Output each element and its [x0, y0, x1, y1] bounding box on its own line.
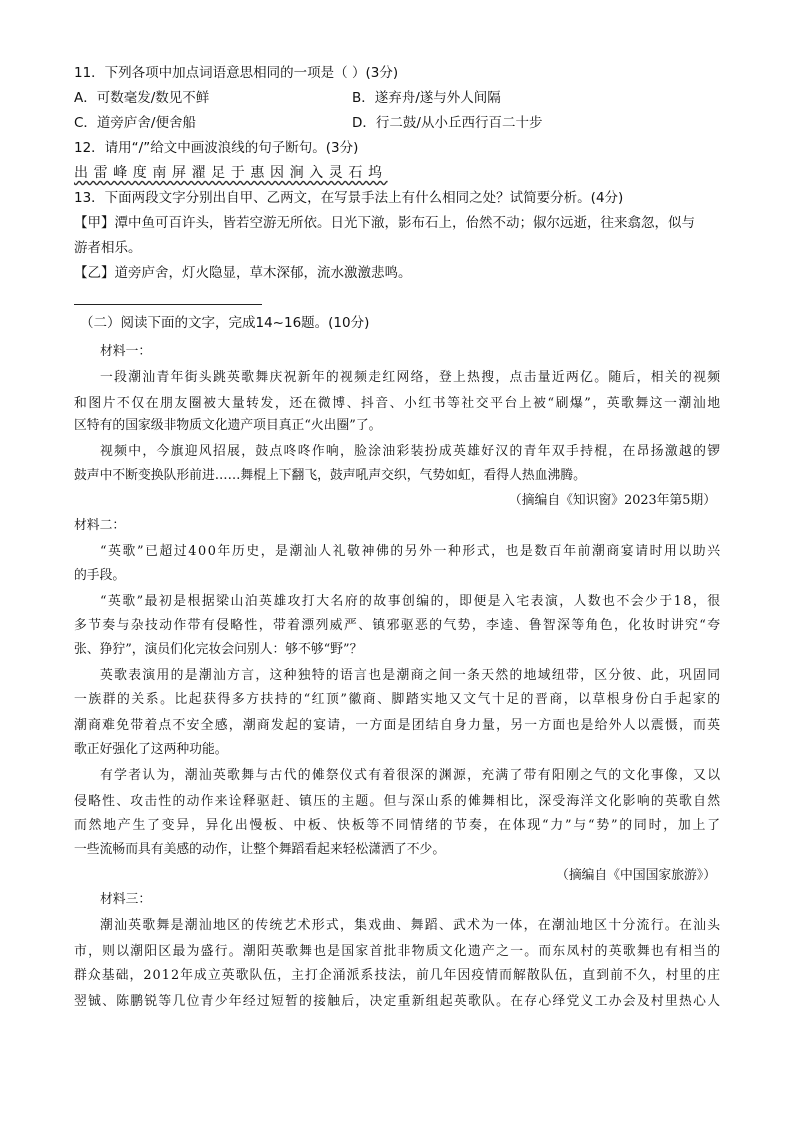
material-1-label: 材料一： [100, 344, 152, 359]
material-1-line: 一段潮汕青年街头跳英歌舞庆祝新年的视频走红网络，登上热搜，点击量近两亿。随后，相关的视频 [100, 370, 722, 385]
material-2-line: 张、狰狞”，演员们化完妆会问别人：够不够“野”？ [74, 642, 363, 657]
material-2-line: 歌正好强化了这两种功能。 [74, 742, 228, 757]
material-1-source: （摘编自《知识窗》2023年第5期） [508, 493, 716, 508]
question-11-option-b: B．遂弃舟/遂与外人间隔 [352, 90, 501, 106]
material-3-line: 翌铖、陈鹏锐等几位青少年经过短暂的接触后，决定重新组起英歌队。在存心绎党义工办会及村里热心人 [74, 994, 722, 1009]
question-11-option-a: A．可数毫发/数见不鲜 [74, 90, 210, 106]
material-1-line: 和图片不仅在朋友圈被大量转发，还在微博、抖音、小红书等社交平台上被“刷爆”，英歌舞这一潮汕地 [74, 396, 722, 411]
question-11-option-c: C．道旁庐舍/便舍船 [74, 115, 196, 131]
material-2-line: “英歌”已超过400年历史，是潮汕人礼敬神佛的另外一种形式，也是数百年前潮商宴请时用以助兴 [100, 544, 722, 559]
material-2-line: 的手段。 [74, 568, 126, 583]
material-2-line: 有学者认为，潮汕英歌舞与古代的傩祭仪式有着很深的渊源，充满了带有阳刚之气的文化事像，又以 [100, 768, 722, 783]
question-11-stem: 11．下列各项中加点词语意思相同的一项是（ ）(3分) [74, 65, 399, 81]
question-12-stem: 12．请用“/”给文中画波浪线的句子断句。(3分) [74, 140, 359, 156]
material-2-line: “英歌”最初是根据梁山泊英雄攻打大名府的故事创编的，即便是入宅表演，人数也不会少于18，很 [100, 594, 722, 609]
material-2-line: 侵略性、攻击性的动作来诠释驱赶、镇压的主题。但与深山系的傩舞相比，深受海洋文化影响的英歌自然 [74, 794, 722, 809]
material-3-label: 材料三： [100, 892, 152, 907]
passage-jia-line-1: 【甲】潭中鱼可百许头，皆若空游无所依。日光下澈，影布石上，佁然不动；俶尔远逝，往来翕忽，似与 [74, 215, 695, 231]
material-3-line: 市，则以潮阳区最为盛行。潮阳英歌舞也是国家首批非物质文化遗产之一。而东凤村的英歌舞也有相当的 [74, 944, 722, 959]
material-2-source: （摘编自《中国国家旅游》） [556, 868, 716, 883]
question-11-option-d: D．行二鼓/从小丘西行百二十步 [352, 115, 543, 131]
material-2-line: 多节奏与杂技动作带有侵略性，带着漂列威严、镇邪驱恶的气势，李逵、鲁智深等角色，化妆时讲究“夸 [74, 618, 722, 633]
material-1-line: 视频中，今旗迎风招展，鼓点咚咚作响，脸涂油彩装扮成英雄好汉的青年双手持棍，在昂扬激越的锣 [100, 444, 722, 459]
material-3-line: 群众基础，2012年成立英歌队伍，主打企涌派系技法，前几年因疫情而解散队伍，直到前不久，村里的庄 [74, 968, 722, 983]
material-1-line: 区特有的国家级非物质文化遗产项目真正“火出圈”了。 [74, 418, 382, 433]
material-3-line: 潮汕英歌舞是潮汕地区的传统艺术形式，集戏曲、舞蹈、武术为一体，在潮汕地区十分流行。在汕头 [100, 918, 722, 933]
material-2-line: 一族群的关系。比起获得多方扶持的“红顶”徽商、脚踏实地又文气十足的晋商，以草根身份白手起家的 [74, 692, 722, 707]
material-2-line: 潮商难免带着点不安全感，潮商发起的宴请，一方面是团结自身力量，另一方面也是给外人以震慑，而英 [74, 718, 722, 733]
passage-jia-line-2: 游者相乐。 [74, 240, 142, 256]
material-2-line: 而然地产生了变异，异化出慢板、中板、快板等不同情绪的节奏，在体现“力”与“势”的同时，加上了 [74, 818, 722, 833]
passage-yi: 【乙】道旁庐舍，灯火隐显，草木深郁，流水激激悲鸣。 [74, 265, 412, 281]
punctuation-sentence [74, 163, 388, 183]
material-2-line: 一些流畅而具有美感的动作，让整个舞蹈看起来轻松潇洒了不少。 [74, 842, 446, 857]
material-2-label: 材料二： [74, 518, 126, 533]
section-2-heading: （二）阅读下面的文字，完成14~16题。(10分) [80, 315, 370, 331]
material-1-line: 鼓声中不断变换队形前进……舞棍上下翻飞，鼓声吼声交织，气势如虹，看得人热血沸腾。 [74, 468, 586, 483]
wavy-underlined-sentence: 出雷峰度南屏濯足于惠因涧入灵石坞 [74, 165, 388, 181]
material-2-line: 英歌表演用的是潮汕方言，这种独特的语言也是潮商之间一条天然的地域纽带，区分彼、此，巩固同 [100, 668, 722, 683]
question-13-stem: 13．下面两段文字分别出自甲、乙两文，在写景手法上有什么相同之处？试简要分析。(4分) [74, 190, 624, 206]
divider-line [74, 304, 262, 305]
